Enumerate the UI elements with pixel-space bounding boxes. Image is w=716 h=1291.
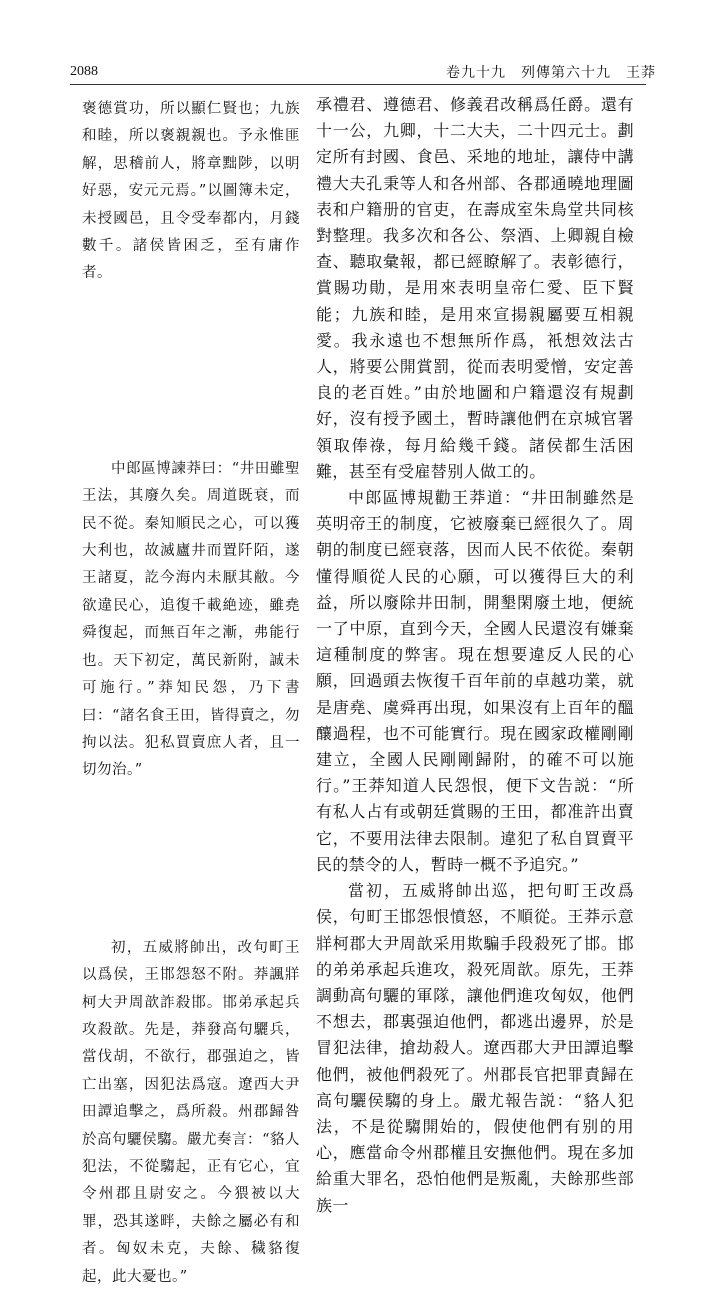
classical-paragraph: 中郎區博諫莽曰：“井田雖聖王法，其廢久矣。周道既衰，而民不從。秦知順民之心，可以獲大利也，故滅廬井而置阡陌，遂王諸夏，訖今海内未厭其敝。今欲違民心，追復千載絶迹，雖堯舜復起，而無百年之漸，弗能行也。天下初定，萬民新附，誠未可施行。”莽知民怨，乃下書曰：“諸名食王田，皆得賣之，勿拘以法。犯私買賣庶人者，且一切勿治。” — [82, 460, 300, 779]
translation-text-column — [316, 92, 634, 1219]
header-rule — [70, 84, 646, 85]
classical-text-column — [82, 96, 300, 1291]
page-header — [60, 36, 656, 81]
classical-paragraph: 褒德賞功，所以顯仁賢也；九族和睦，所以褒親親也。予永惟匪解，思稽前人，將章黜陟，以明好惡，安元元焉。”以圖簿未定，未授國邑，且令受奉都内，月錢數千。諸侯皆困乏，至有庸作者。 — [82, 101, 300, 282]
translation-paragraph: 當初，五威將帥出巡，把句町王改爲侯，句町王邯怨恨憤怒，不順從。王莽示意牂柯郡大尹周歆采用欺騙手段殺死了邯。邯的弟弟承起兵進攻，殺死周歆。原先，王莽調動高句驪的軍隊，讓他們進攻匈奴，他們不想去，郡裏强迫他們，都逃出邊界，於是冒犯法律，搶劫殺人。遼西郡大尹田譚追擊他們，被他們殺死了。州郡長官把罪責歸在高句驪侯騶的身上。嚴尤報告説：“貉人犯法，不是從騶開始的，假使他們有别的用心，應當命令州郡權且安撫他們。現在多加給重大罪名，恐怕他們是叛亂，夫餘那些部族一 — [316, 881, 634, 1215]
translation-paragraph: 承禮君、遵德君、修義君改稱爲任爵。還有十一公，九卿，十二大夫，二十四元士。劃定所有封國、食邑、采地的地址，讓侍中講禮大夫孔秉等人和各州部、各郡通曉地理圖表和户籍册的官吏，在壽成室朱鳥堂共同核對整理。我多次和各公、祭酒、上卿親自檢查、聽取彙報，都已經瞭解了。表彰德行，賞賜功勛，是用來表明皇帝仁愛、臣下賢能；九族和睦，是用來宣揚親屬要互相親愛。我永遠也不想無所作爲，衹想效法古人，將要公開賞罰，從而表明愛憎，安定善良的老百姓。”由於地圖和户籍還沒有規劃好，沒有授予國土，暫時讓他們在京城官署領取俸祿，每月給幾千錢。諸侯都生活困難，甚至有受雇替别人做工的。 — [316, 95, 634, 481]
translation-paragraph: 中郎區博規勸王莽道：“井田制雖然是英明帝王的制度，它被廢棄已經很久了。周朝的制度已經衰落，因而人民不依從。秦朝懂得順從人民的心願，可以獲得巨大的利益，所以廢除井田制，開墾閑廢土地，便統一了中原，直到今天，全國人民還沒有嫌棄這種制度的弊害。現在想要違反人民的心願，回過頭去恢復千百年前的卓越功業，就是唐堯、虞舜再出現，如果沒有上百年的醞釀過程，也不可能實行。現在國家政權剛剛建立，全國人民剛剛歸附，的確不可以施行。”王莽知道人民怨恨，便下文告説：“所有私人占有或朝廷賞賜的王田，都准許出賣它，不要用法律去限制。違犯了私自買賣平民的禁令的人，暫時一概不予追究。” — [316, 488, 634, 874]
page-number: 2088 — [70, 64, 98, 79]
running-head: 卷九十九 列傳第六十九 王莽 — [446, 65, 656, 81]
classical-paragraph: 初，五威將帥出，改句町王以爲侯，王邯怨怒不附。莽諷牂柯大尹周歆詐殺邯。邯弟承起兵攻殺歆。先是，莽發高句驪兵，當伐胡，不欲行，郡强迫之，皆亡出塞，因犯法爲寇。遼西大尹田譚追擊之，爲所殺。州郡歸咎於高句驪侯騶。嚴尤奏言：“貉人犯法，不從騶起，正有它心，宜令州郡且尉安之。今猥被以大罪，恐其遂畔，夫餘之屬必有和者。匈奴未克，夫餘、穢貉復起，此大憂也。” — [82, 939, 300, 1285]
